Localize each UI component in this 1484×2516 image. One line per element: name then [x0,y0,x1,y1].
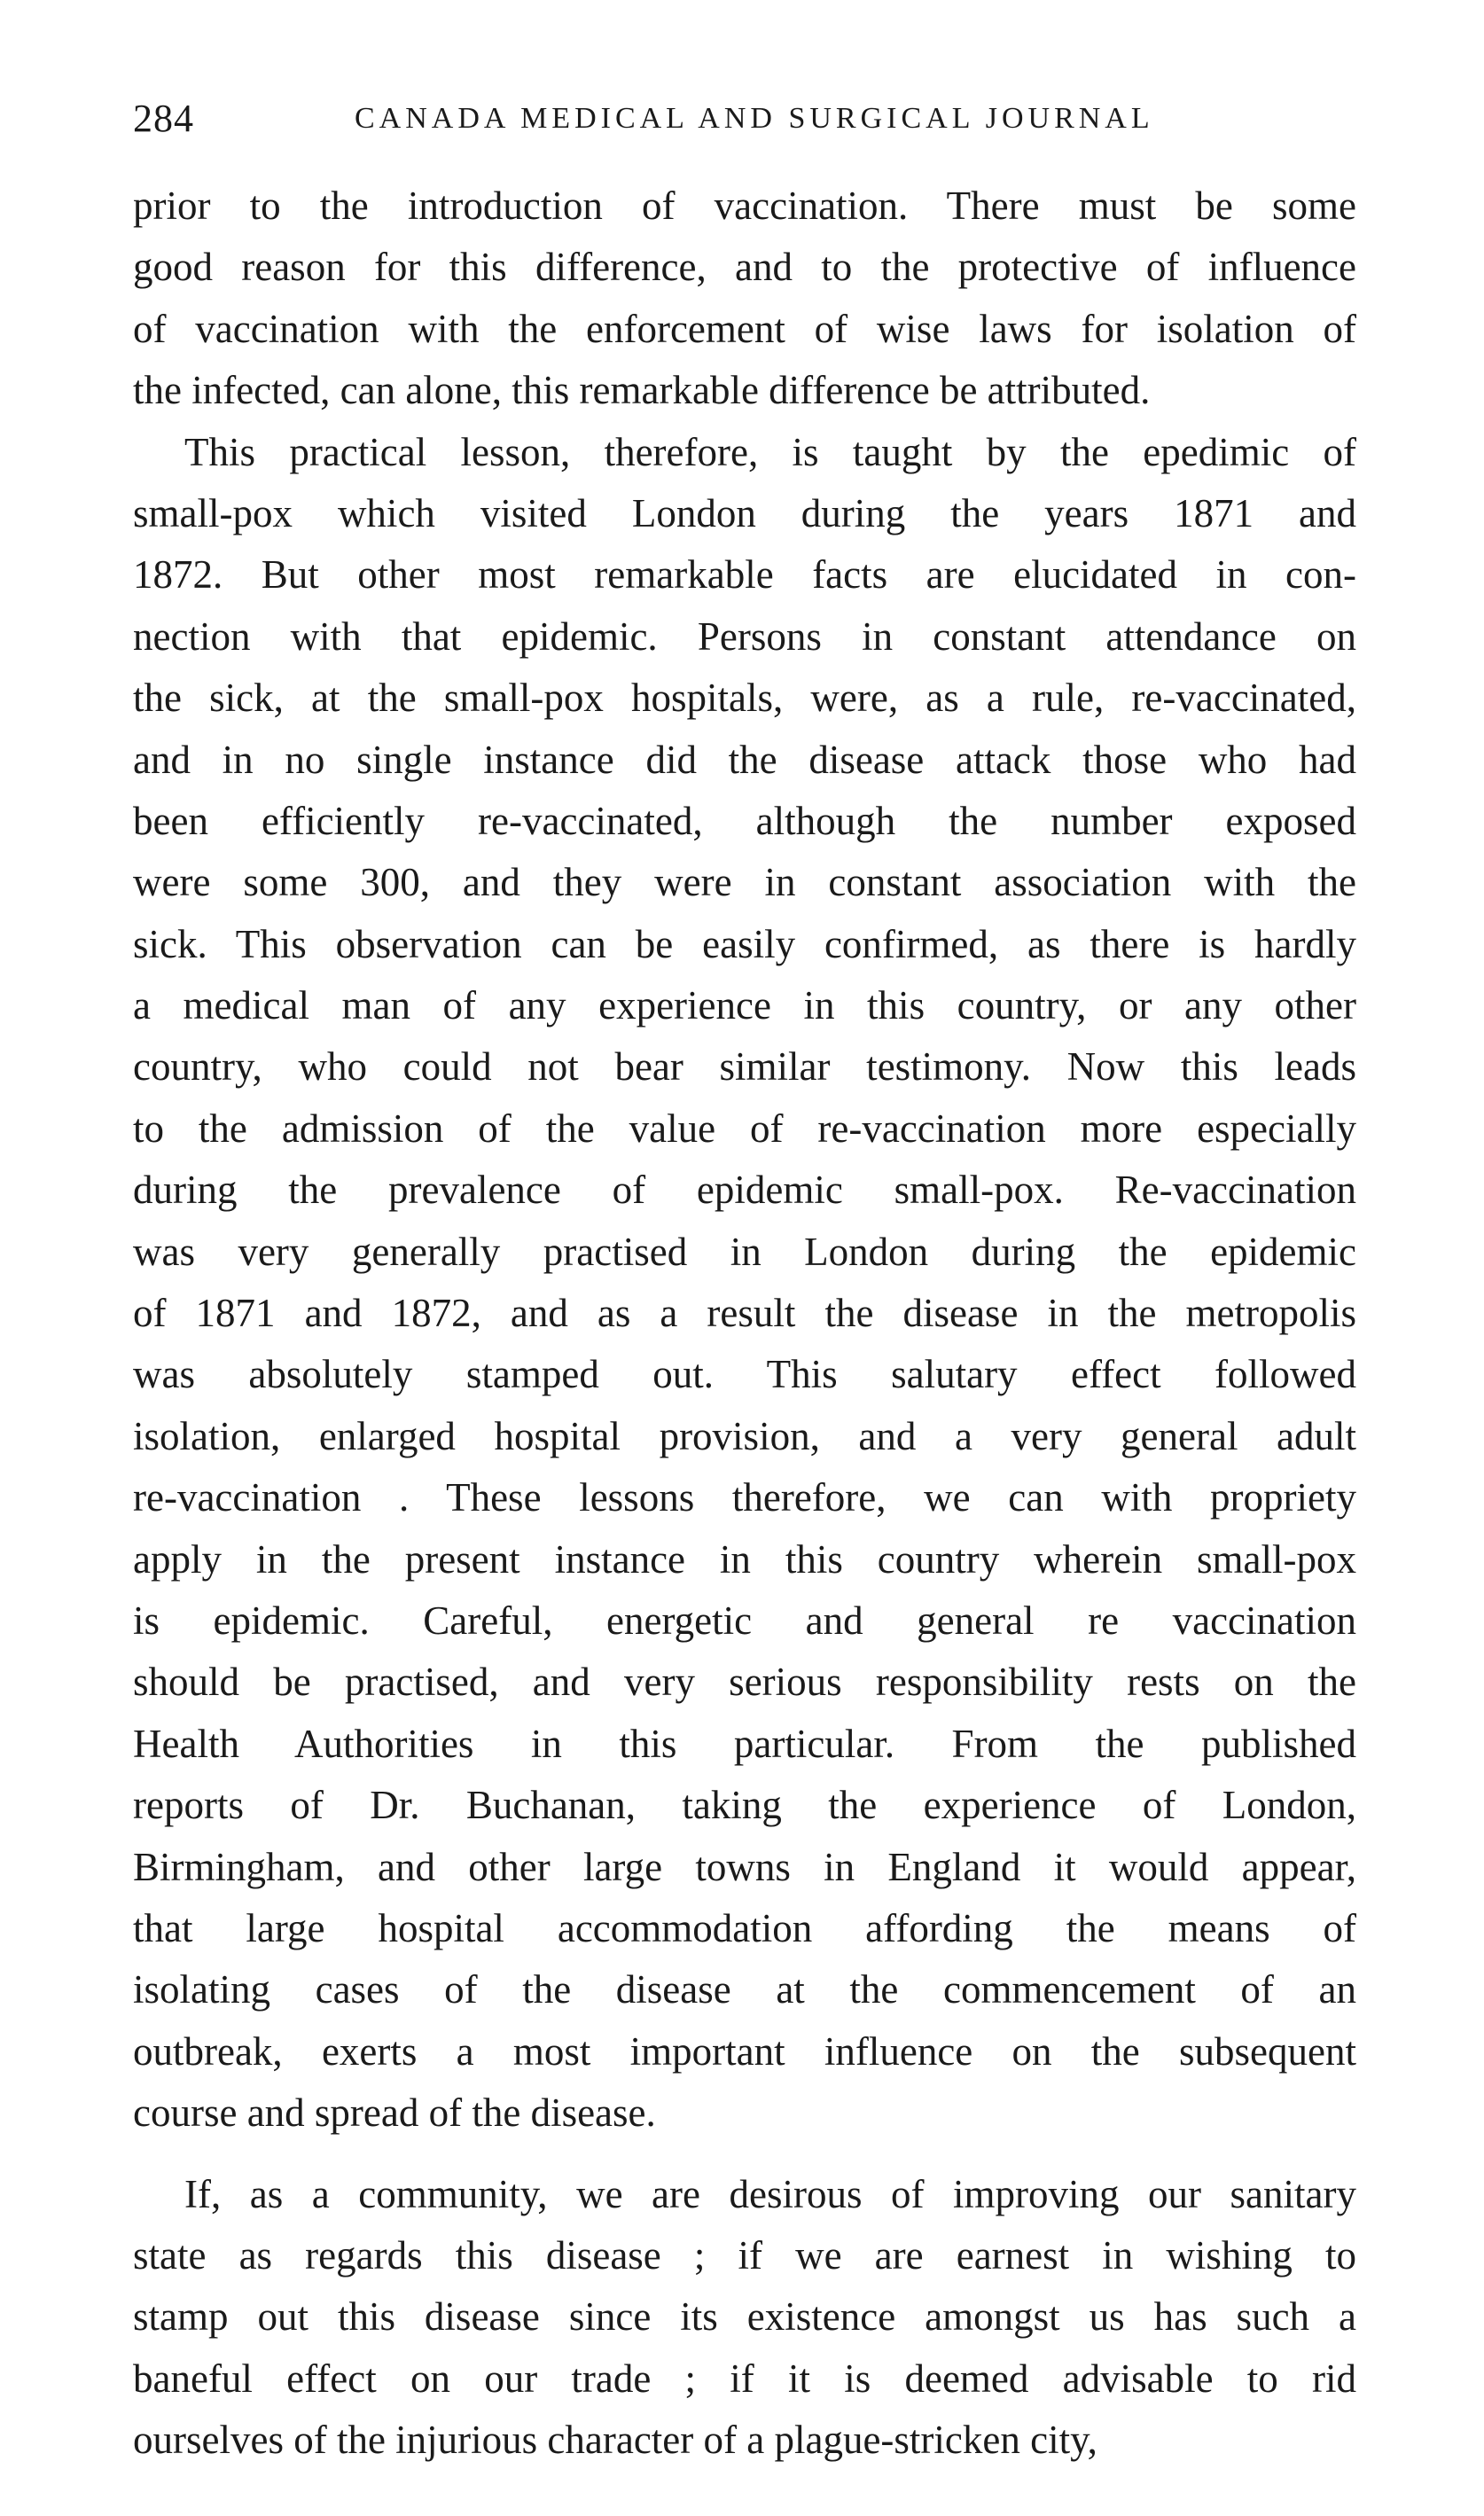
text-line: been efficiently re-vaccinated, although the number exposed [133,798,1356,843]
text-line: isolating cases of the disease at the commencement of an [133,1967,1356,2012]
paragraph [133,176,1356,422]
text-line: during the prevalence of epidemic small-pox. Re-vaccination [133,1168,1356,1213]
text-line: of 1871 and 1872, and as a result the disease in the metropolis [133,1291,1356,1336]
text-line: and in no single instance did the disease attack those who had [133,737,1356,782]
body-text [133,176,1356,2471]
text-line: outbreak, exerts a most important influence on the subsequent [133,2028,1356,2074]
text-line: ourselves of the injurious character of a plague-stricken city, [133,2418,1097,2463]
text-line: the sick, at the small-pox hospitals, were, as a rule, re-vaccinated, [133,676,1356,721]
page-header [133,92,1356,145]
text-line: nection with that epidemic. Persons in constant attendance on [133,613,1356,659]
text-line: 1872. But other most remarkable facts are elucidated in con- [133,552,1356,598]
text-line: prior to the introduction of vaccination. There must be some [133,184,1356,228]
text-line: was very generally practised in London during the epidemic [133,1229,1356,1274]
text-line: If, as a community, we are desirous of improving our sanitary [184,2171,1356,2216]
text-line: is epidemic. Careful, energetic and general re vaccination [133,1598,1356,1643]
text-line: re-vaccination . These lessons therefore, we can with propriety [133,1475,1356,1520]
text-line: were some 300, and they were in constant association with the [133,860,1356,905]
text-line: the infected, can alone, this remarkable difference be attributed. [133,368,1151,413]
text-line: state as regards this disease ; if we are earnest in wishing to [133,2232,1356,2278]
text-line: baneful effect on our trade ; if it is deemed advisable to rid [133,2356,1356,2401]
text-line: that large hospital accommodation affording the means of [133,1905,1356,1950]
running-head: CANADA MEDICAL AND SURGICAL JOURNAL [355,102,1154,135]
text-line: sick. This observation can be easily confirmed, as there is hardly [133,921,1356,966]
paragraph [133,2164,1356,2472]
text-line: to the admission of the value of re-vaccination more especially [133,1106,1356,1151]
text-line: should be practised, and very serious responsibility rests on the [133,1660,1356,1705]
text-line: isolation, enlarged hospital provision, and a very general adult [133,1413,1356,1458]
text-line: small-pox which visited London during the years 1871 and [133,490,1356,535]
text-line: a medical man of any experience in this country, or any other [133,983,1356,1028]
text-line: country, who could not bear similar testimony. Now this leads [133,1044,1356,1090]
paragraph [133,422,1356,2145]
text-line: stamp out this disease since its existence amongst us has such a [133,2294,1356,2340]
text-line: of vaccination with the enforcement of wise laws for isolation of [133,306,1356,351]
text-line: apply in the present instance in this country wherein small-pox [133,1536,1356,1582]
text-line: good reason for this difference, and to the protective of influence [133,245,1356,290]
text-line: reports of Dr. Buchanan, taking the experience of London, [133,1783,1356,1828]
text-line: course and spread of the disease. [133,2090,656,2136]
text-line: This practical lesson, therefore, is taught by the epedimic of [184,429,1356,474]
page-number: 284 [133,97,194,140]
text-line: Birmingham, and other large towns in England it would appear, [133,1844,1356,1889]
text-line: Health Authorities in this particular. From the published [133,1721,1356,1766]
text-line: was absolutely stamped out. This salutary effect followed [133,1352,1356,1397]
paragraph-gap [133,2145,1356,2164]
